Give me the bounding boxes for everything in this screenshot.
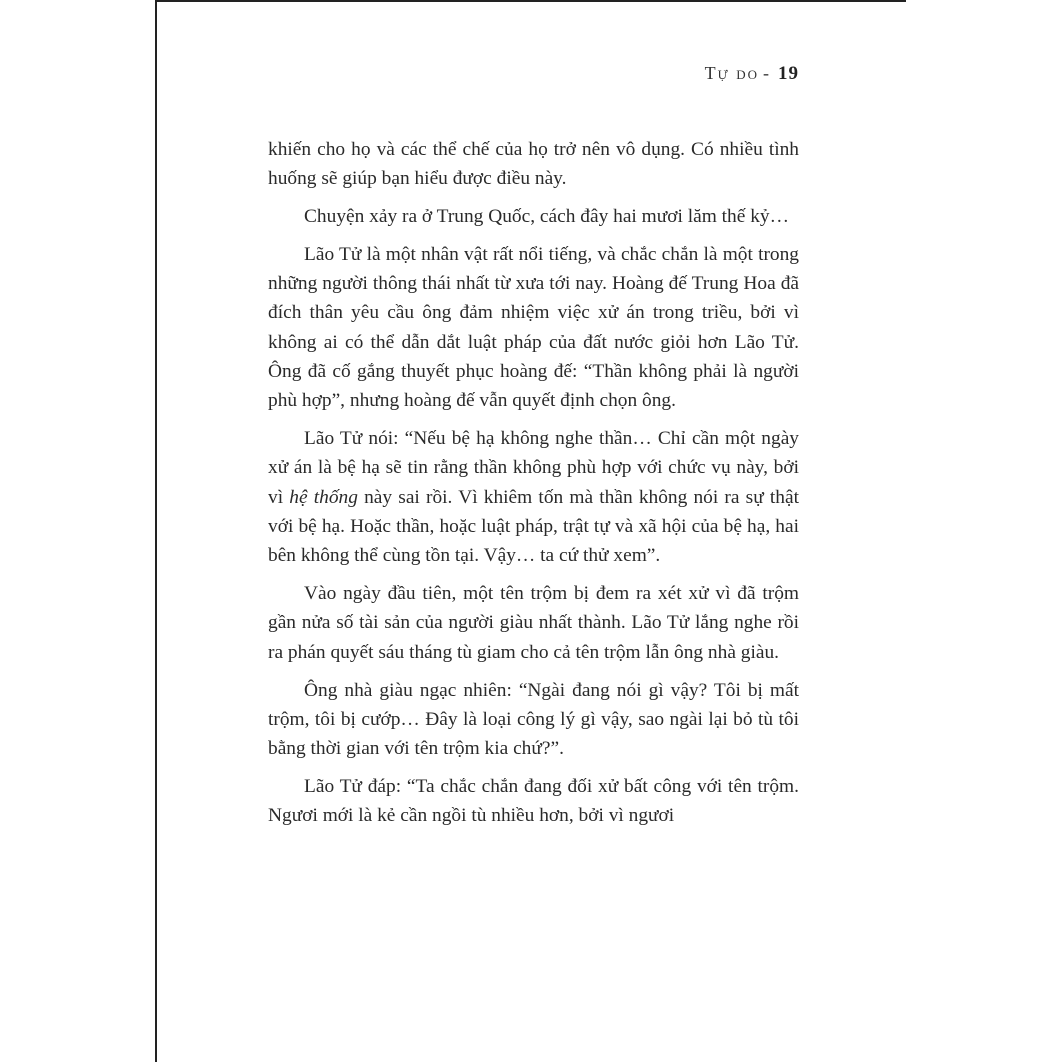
running-header	[705, 63, 799, 85]
paragraph-4-part-1: Lão Tử nói: “Nếu bệ hạ không nghe thần… Chỉ cần một ngày xử án là bệ hạ sẽ tin rằng thần không phù hợp với chức vụ này, bởi vì	[268, 428, 799, 508]
header-separator: -	[763, 63, 770, 83]
paragraph-3: Lão Tử là một nhân vật rất nổi tiếng, và chắc chắn là một trong những người thông thái nhất từ xưa tới nay. Hoàng đế Trung Hoa đã đích thân yêu cầu ông đảm nhiệm việc xử án trong triều, bởi vì không ai có thể dẫn dắt luật pháp của đất nước giỏi hơn Lão Tử. Ông đã cố gắng thuyết phục hoàng đế: “Thần không phải là người phù hợp”, nhưng hoàng đế vẫn quyết định chọn ông.	[268, 243, 799, 412]
paragraph-7: Lão Tử đáp: “Ta chắc chắn đang đối xử bất công với tên trộm. Ngươi mới là kẻ cần ngồi tù nhiều hơn, bởi vì ngươi	[268, 775, 799, 827]
paragraph-4	[268, 424, 799, 570]
body-text	[268, 135, 799, 839]
paragraph-5: Vào ngày đầu tiên, một tên trộm bị đem ra xét xử vì đã trộm gần nửa số tài sản của người giàu nhất thành. Lão Tử lắng nghe rồi ra phán quyết sáu tháng tù giam cho cả tên trộm lẫn ông nhà giàu.	[268, 583, 799, 663]
paragraph-6: Ông nhà giàu ngạc nhiên: “Ngài đang nói gì vậy? Tôi bị mất trộm, tôi bị cướp… Đây là loại công lý gì vậy, sao ngài lại bỏ tù tôi bằng thời gian với tên trộm kia chứ?”.	[268, 679, 799, 760]
paragraph-4-emphasis: hệ thống	[289, 486, 358, 508]
chapter-title: Tự do	[704, 63, 759, 83]
page-border-top	[155, 0, 906, 2]
page-border-left	[155, 0, 157, 1062]
paragraph-1: khiến cho họ và các thể chế của họ trở nên vô dụng. Có nhiều tình huống sẽ giúp bạn hiểu được điều này.	[268, 139, 799, 190]
paragraph-2: Chuyện xảy ra ở Trung Quốc, cách đây hai mươi lăm thế kỷ…	[304, 206, 789, 228]
paragraph-4-part-2: này sai rồi. Vì khiêm tốn mà thần không nói ra sự thật với bệ hạ. Hoặc thần, hoặc luật pháp, trật tự và xã hội của bệ hạ, hai bên không thể cùng tồn tại. Vậy… ta cứ thử xem”.	[268, 486, 799, 567]
page-number: 19	[778, 63, 799, 84]
